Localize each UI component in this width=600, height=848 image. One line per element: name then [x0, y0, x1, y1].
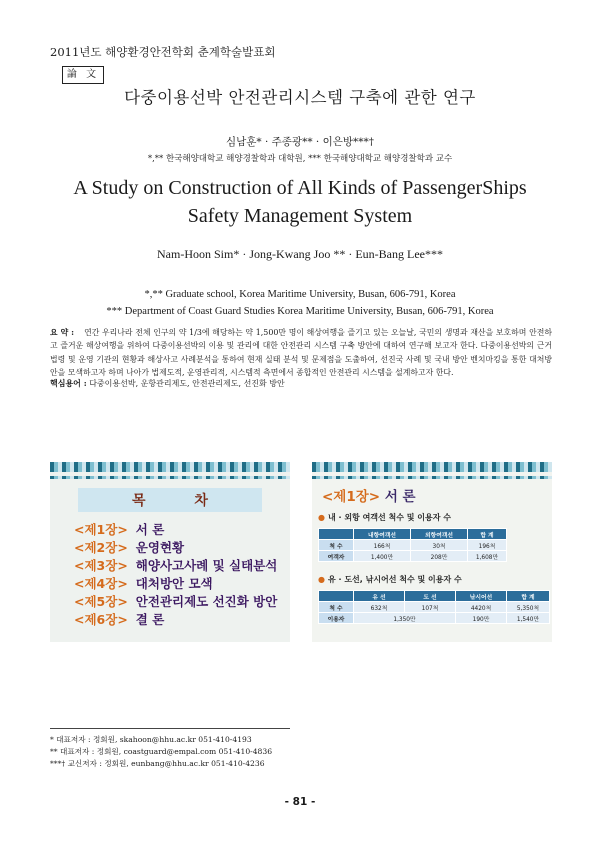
slide-heading-text: 서 론	[384, 489, 416, 505]
table-cell: 632척	[354, 602, 405, 613]
authors-english: Nam-Hoon Sim* · Jong-Kwang Joo ** · Eun-Bang Lee***	[157, 247, 443, 261]
table-cell: 합 계	[507, 591, 550, 602]
section-2-title	[318, 574, 462, 585]
paper-type-tag: 論 文	[62, 66, 104, 84]
toc-item-text: 결 론	[135, 612, 165, 627]
keywords	[50, 378, 285, 389]
affiliation-korean: *,** 한국해양대학교 해양경찰학과 대학원, *** 한국해양대학교 해양경찰학과 교수	[147, 154, 453, 164]
footnote-1: * 대표저자 : 정회원, skahoon@hhu.ac.kr 051-410-4193	[50, 735, 252, 744]
table-cell: 척 수	[319, 540, 354, 551]
table-cell: 도 선	[405, 591, 456, 602]
keywords-label: 핵심용어 :	[50, 378, 87, 388]
slide-introduction	[312, 462, 552, 642]
table-cell: 166척	[354, 540, 411, 551]
table-passenger-ships	[318, 528, 507, 562]
toc-item-text: 운영현황	[135, 540, 185, 555]
slide-stripe-thin	[50, 476, 290, 479]
footnote-2: ** 대표저자 : 정회원, coastguard@empal.com 051-410-4836	[50, 747, 273, 756]
table-cell	[319, 529, 354, 540]
bullet-icon: ●	[318, 513, 325, 522]
toc-item	[74, 574, 213, 592]
table-cell: 척 수	[319, 602, 354, 613]
toc-item	[74, 556, 277, 574]
table-cell: 30척	[411, 540, 468, 551]
slide-stripe-top	[50, 462, 290, 472]
toc-item-text: 서 론	[135, 522, 165, 537]
table-header-row	[319, 591, 550, 602]
toc-item-number: <제4장>	[74, 576, 128, 591]
table-cell: 107척	[405, 602, 456, 613]
table-pleasure-boats	[318, 590, 550, 624]
table-cell: 208만	[411, 551, 468, 562]
table-cell: 4420척	[456, 602, 507, 613]
table-cell: 내항여객선	[354, 529, 411, 540]
toc-item-number: <제2장>	[74, 540, 128, 555]
toc-item	[74, 592, 277, 610]
toc-item	[74, 610, 164, 628]
table-row	[319, 613, 550, 624]
table-cell: 196척	[468, 540, 507, 551]
abstract-label: 요 약 :	[50, 328, 75, 337]
abstract	[50, 326, 552, 380]
toc-item-number: <제6장>	[74, 612, 128, 627]
toc-title: 목 차	[132, 493, 230, 509]
table-cell: 여객자	[319, 551, 354, 562]
section-1-text: 내 · 외항 여객선 척수 및 이용자 수	[327, 513, 451, 522]
table-cell	[319, 591, 354, 602]
table-cell: 유 선	[354, 591, 405, 602]
table-row	[319, 602, 550, 613]
toc-item	[74, 538, 184, 556]
page-number: - 81 -	[284, 796, 316, 808]
bullet-icon: ●	[318, 575, 325, 584]
abstract-text: 연간 우리나라 전체 인구의 약 1/3에 해당하는 약 1,500만 명이 해상여행을 즐기고 있는 오늘날, 국민의 생명과 재산을 보호하며 안전하고 즐거운 해상여행을 위하여 다중이용선박의 이용 및 관리에 대한 안전관리 시스템 구축 방안에 대하여 연구해 보고자 한다. 다중이용선박의 근거 법령 및 운영 기관의 현황과 해상사고 사례분석을 통하여 현재 실태 분석 및 문제점을 도출하여, 선진국 사례 및 국내 방안 벤치마킹을 통한 대처방안을 모색하고자 하며 나아가 법제도적, 운영관리적, 시스템적 측면에서 종합적인 안전관리 시스템을 설계하고자 한다.	[50, 328, 552, 378]
slide-table-of-contents	[50, 462, 290, 642]
authors-korean: 심남훈* · 주종광** · 이은방***†	[225, 136, 375, 148]
table-cell: 낚시어선	[456, 591, 507, 602]
toc-item-text: 대처방안 모색	[135, 576, 213, 591]
section-2-text: 유 · 도선, 낚시어선 척수 및 이용자 수	[327, 575, 462, 584]
toc-item-text: 안전관리제도 선진화 방안	[135, 594, 278, 609]
table-cell: 합 계	[468, 529, 507, 540]
toc-item-number: <제5장>	[74, 594, 128, 609]
affiliation-english-1: *,** Graduate school, Korea Maritime University, Busan, 606-791, Korea	[144, 289, 456, 300]
toc-item-text: 해양사고사례 및 실태분석	[135, 558, 278, 573]
table-row	[319, 540, 507, 551]
table-row	[319, 551, 507, 562]
section-1-title	[318, 512, 451, 523]
keywords-text: 다중이용선박, 운항관리제도, 안전관리제도, 선진화 방안	[89, 379, 285, 388]
title-korean: 다중이용선박 안전관리시스템 구축에 관한 연구	[124, 88, 476, 107]
footnote-3: ***† 교신저자 : 정회원, eunbang@hhu.ac.kr 051-410-4236	[50, 759, 265, 768]
table-cell: 이용자	[319, 613, 354, 624]
footnote-divider	[50, 728, 290, 729]
toc-item-number: <제1장>	[74, 522, 128, 537]
slide-stripe-thin	[312, 476, 552, 479]
toc-item	[74, 520, 164, 538]
table-cell: 190만	[456, 613, 507, 624]
conference-header: 2011년도 해양환경안전학회 춘계학술발표회	[50, 45, 276, 59]
table-cell: 1,608만	[468, 551, 507, 562]
table-cell: 외항여객선	[411, 529, 468, 540]
toc-item-number: <제3장>	[74, 558, 128, 573]
table-cell: 1,350만	[354, 613, 456, 624]
table-cell: 1,400만	[354, 551, 411, 562]
table-header-row	[319, 529, 507, 540]
slide-heading-number: <제1장>	[322, 489, 381, 505]
slide-heading	[322, 485, 416, 505]
title-english-line2: Safety Management System	[187, 205, 413, 227]
slide-stripe-top	[312, 462, 552, 472]
table-cell: 5,350척	[507, 602, 550, 613]
title-english-line1: A Study on Construction of All Kinds of PassengerShips	[73, 177, 527, 199]
affiliation-english-2: *** Department of Coast Guard Studies Korea Maritime University, Busan, 606-791, Korea	[106, 306, 494, 317]
table-cell: 1,540만	[507, 613, 550, 624]
